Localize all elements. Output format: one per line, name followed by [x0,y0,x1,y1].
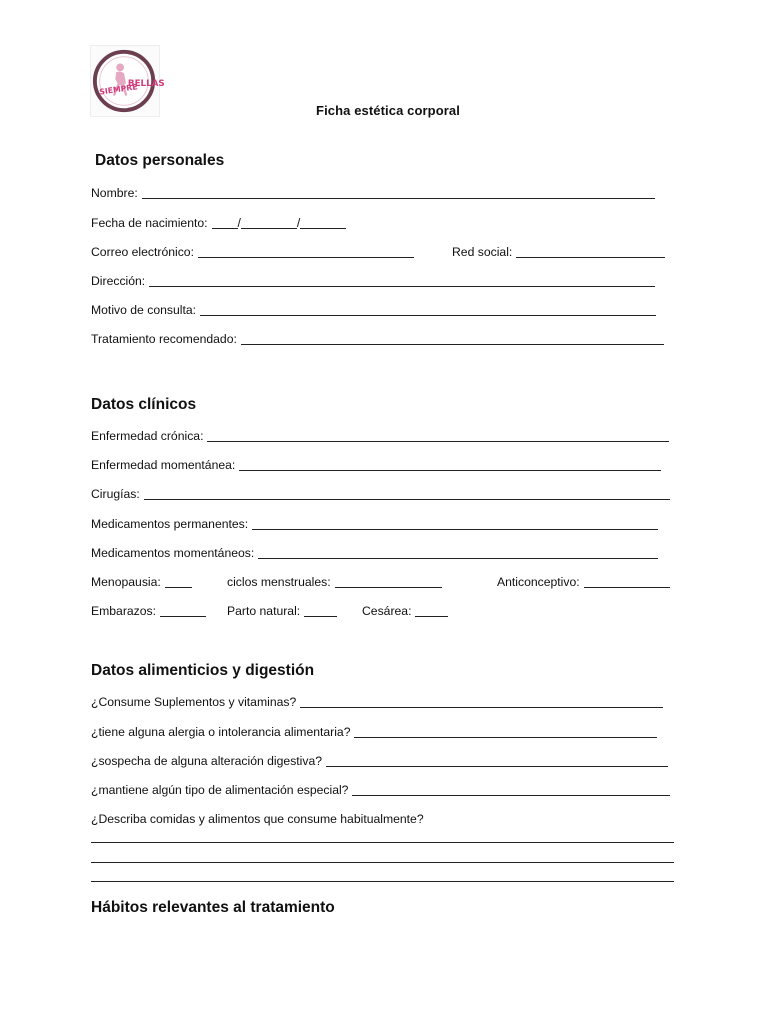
blank-line[interactable] [300,696,663,708]
field-label: Parto natural: [227,604,301,618]
field-label: ¿sospecha de alguna alteración digestiva? [91,754,323,768]
field-describa-comidas [91,811,424,827]
field-medicamentos-momentaneos[interactable] [91,545,658,561]
blank-line[interactable] [200,304,656,316]
blank-line[interactable] [239,459,661,471]
field-tratamiento[interactable] [91,331,664,347]
field-label: Enfermedad momentánea: [91,458,236,472]
field-nombre[interactable] [91,185,655,201]
field-alteracion-digestiva[interactable] [91,753,668,769]
field-label: Correo electrónico: [91,245,194,259]
field-label: Cirugías: [91,487,140,501]
field-label: Menopausia: [91,575,161,589]
field-label: ciclos menstruales: [227,575,331,589]
field-label: Motivo de consulta: [91,303,197,317]
blank-line[interactable] [326,755,668,767]
field-enfermedad-momentanea[interactable] [91,457,661,473]
blank-line[interactable] [354,726,657,738]
field-parto-natural[interactable] [227,603,337,619]
field-medicamentos-permanentes[interactable] [91,516,658,532]
field-label: ¿tiene alguna alergia o intolerancia alimentaria? [91,725,351,739]
field-label: Fecha de nacimiento: [91,216,208,230]
blank-line[interactable] [207,430,669,442]
blank-line[interactable] [241,333,664,345]
field-correo[interactable] [91,244,414,260]
section-title-nutrition: Datos alimenticios y digestión [91,662,315,679]
field-anticonceptivo[interactable] [497,574,670,590]
field-label: Embarazos: [91,604,157,618]
field-label: Dirección: [91,274,146,288]
date-separator: / [237,216,241,230]
field-cesarea[interactable] [362,603,448,619]
blank-day[interactable] [212,217,238,229]
section-title-clinical: Datos clínicos [91,396,197,413]
date-separator: / [296,216,301,230]
field-direccion[interactable] [91,273,655,289]
field-label: ¿Consume Suplementos y vitaminas? [91,695,297,709]
field-label: Tratamiento recomendado: [91,332,237,346]
blank-month[interactable] [241,217,297,229]
field-fecha-nacimiento[interactable] [91,215,346,231]
field-menopausia[interactable] [91,574,192,590]
field-suplementos[interactable] [91,694,663,710]
section-title-habits: Hábitos relevantes al tratamiento [91,899,335,916]
blank-line[interactable] [149,275,655,287]
logo-text-top: BELLAS [127,78,165,89]
blank-line[interactable] [335,576,442,588]
blank-line[interactable] [352,784,670,796]
field-alimentacion-especial[interactable] [91,782,670,798]
blank-line[interactable] [160,605,206,617]
logo-text-bottom: SIEMPRE [98,82,139,97]
blank-line[interactable] [144,488,670,500]
blank-line[interactable] [165,576,192,588]
field-embarazos[interactable] [91,603,206,619]
field-motivo-consulta[interactable] [91,302,656,318]
field-label: ¿Describa comidas y alimentos que consume habitualmente? [91,812,424,826]
blank-line[interactable] [142,187,655,199]
blank-line[interactable] [516,246,665,258]
field-red-social[interactable] [452,244,665,260]
answer-line-1[interactable] [91,842,674,843]
field-label: Enfermedad crónica: [91,429,204,443]
field-ciclos-menstruales[interactable] [227,574,442,590]
field-label: ¿mantiene algún tipo de alimentación especial? [91,783,349,797]
field-label: Cesárea: [362,604,412,618]
field-label: Nombre: [91,186,138,200]
field-label: Medicamentos permanentes: [91,517,249,531]
blank-line[interactable] [415,605,448,617]
field-enfermedad-cronica[interactable] [91,428,669,444]
blank-line[interactable] [304,605,337,617]
blank-year[interactable] [300,217,346,229]
answer-line-2[interactable] [91,862,674,863]
blank-line[interactable] [198,246,414,258]
blank-line[interactable] [252,518,658,530]
field-label: Red social: [452,245,513,259]
field-label: Anticonceptivo: [497,575,580,589]
field-cirugias[interactable] [91,486,670,502]
blank-line[interactable] [258,547,658,559]
answer-line-3[interactable] [91,881,674,882]
field-alergia[interactable] [91,724,657,740]
document-title: Ficha estética corporal [316,103,460,118]
section-title-personal: Datos personales [95,152,225,169]
blank-line[interactable] [584,576,670,588]
field-label: Medicamentos momentáneos: [91,546,255,560]
